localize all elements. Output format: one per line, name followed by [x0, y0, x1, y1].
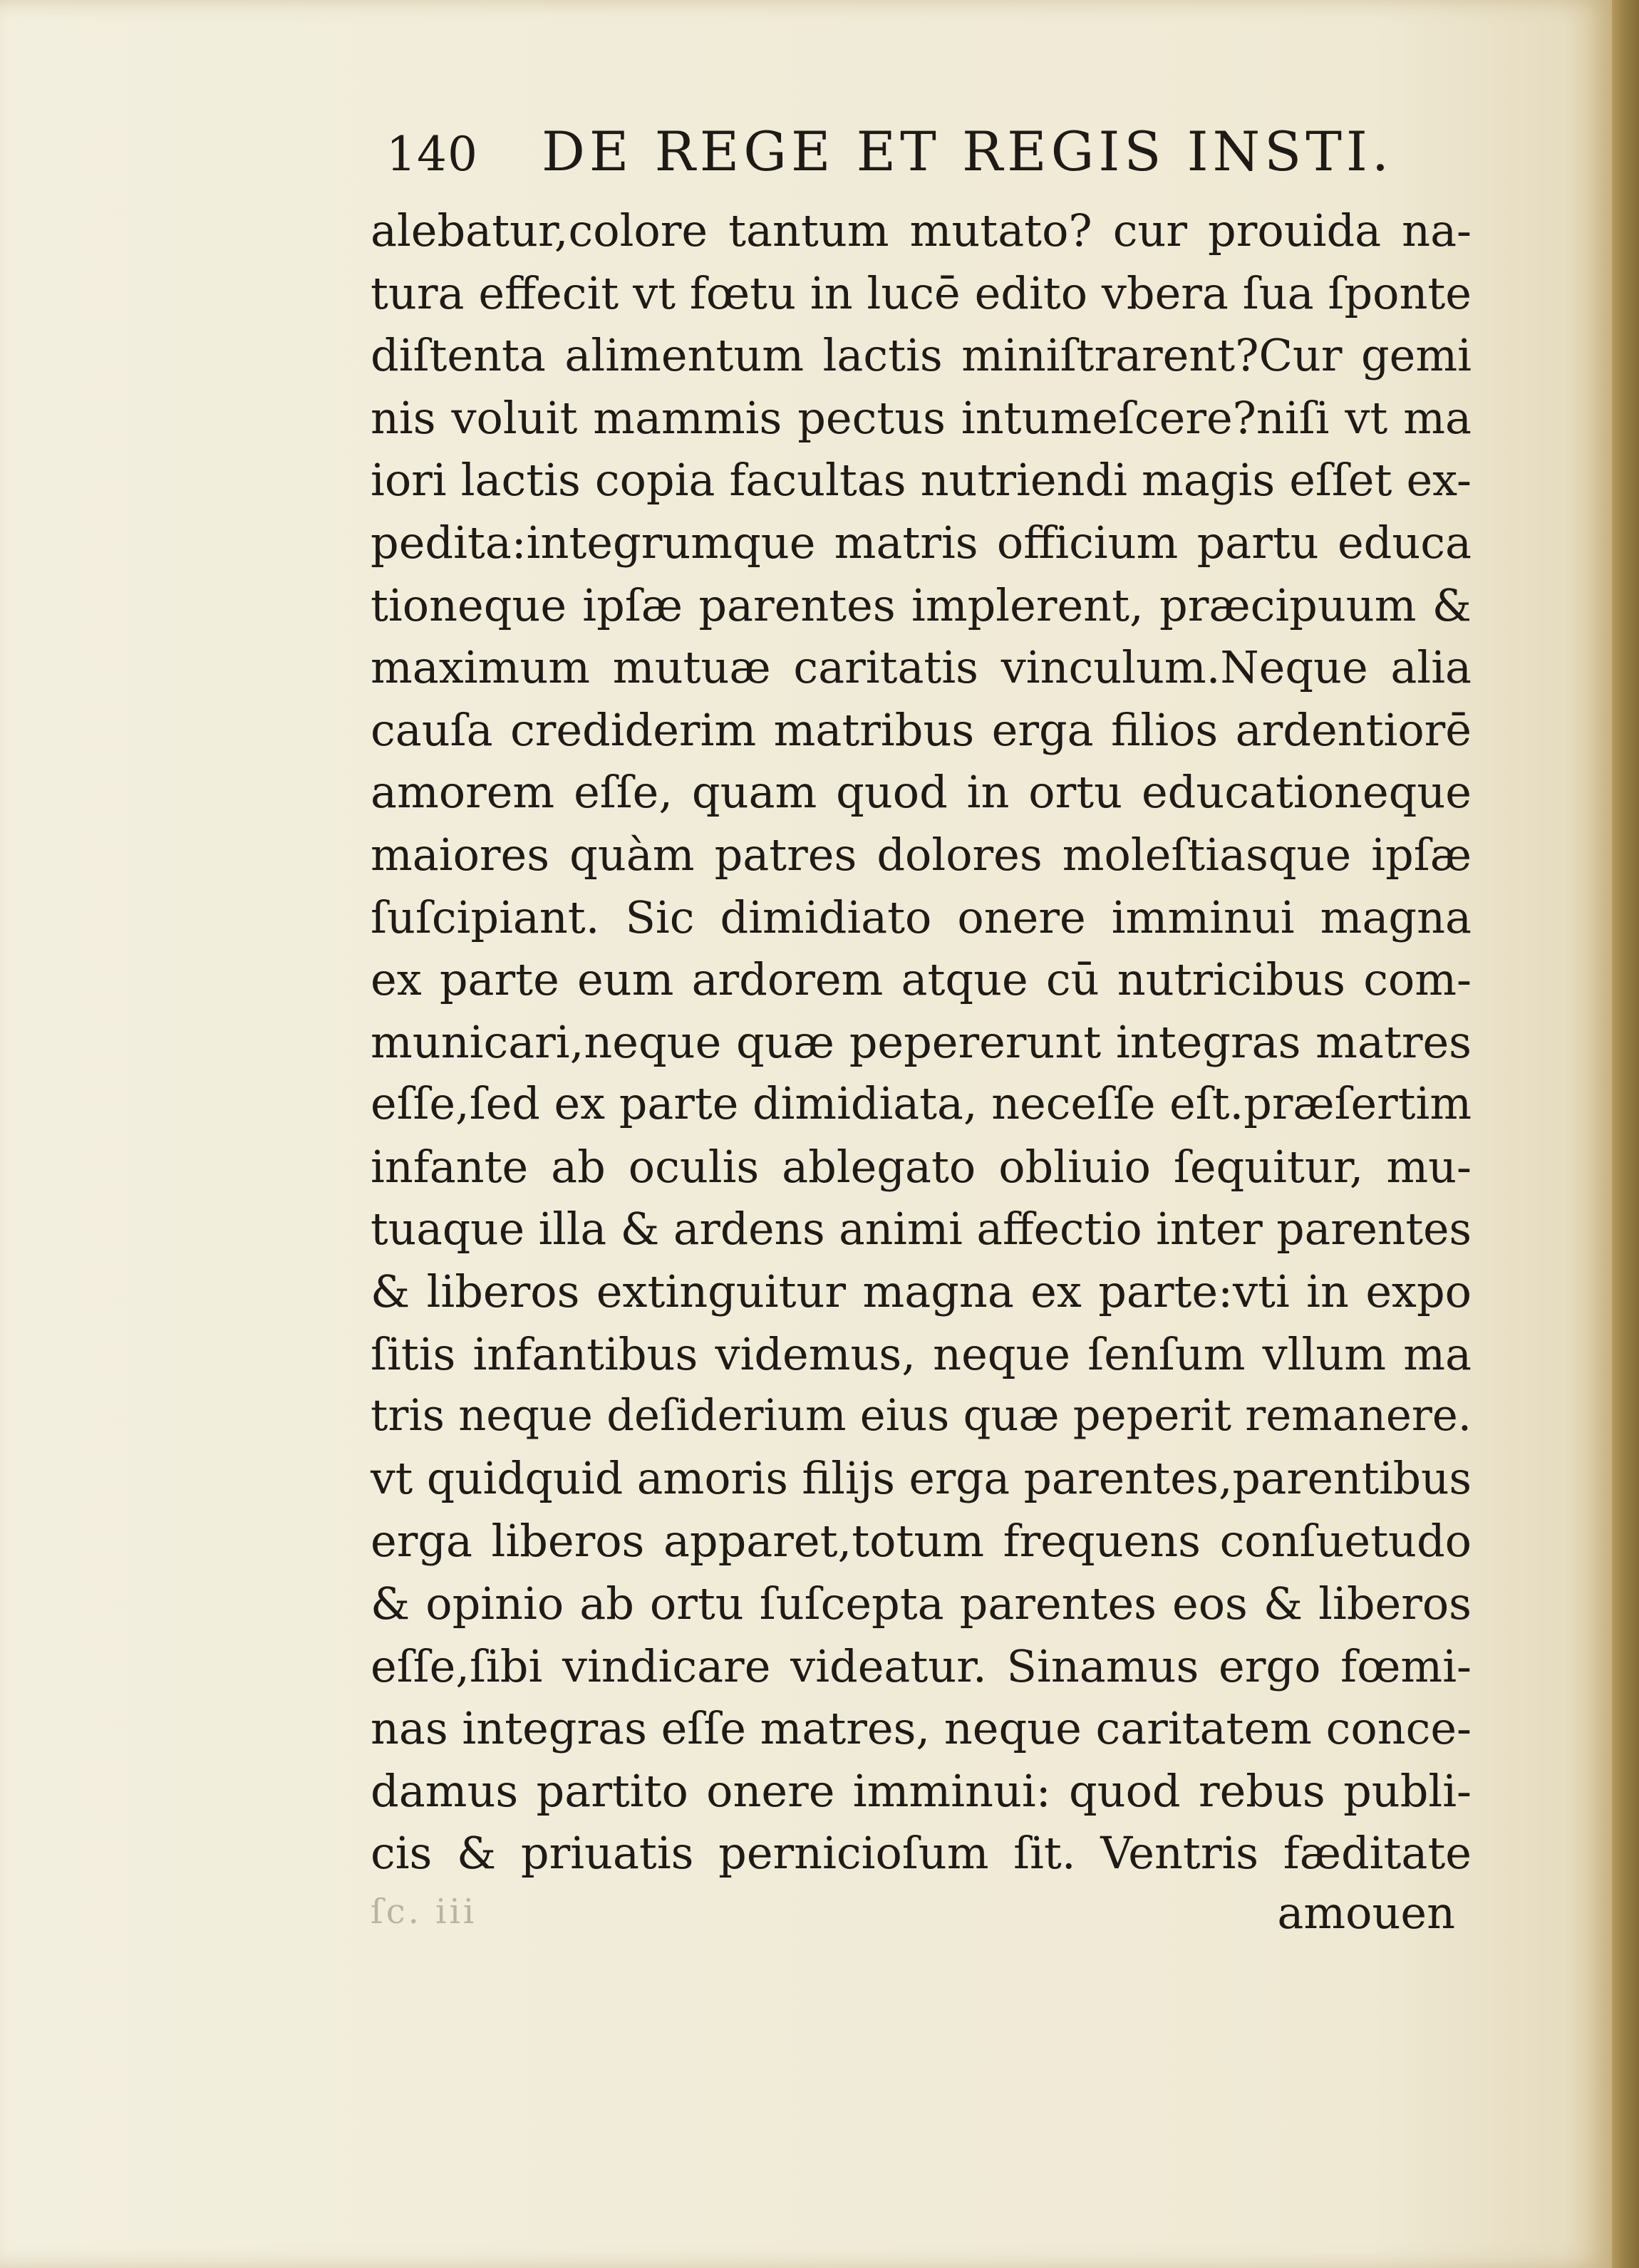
text-line: ex parte eum ardorem atque cū nutricibus com- — [371, 953, 1472, 1006]
text-line: amorem eſſe, quam quod in ortu educationeque — [371, 766, 1472, 819]
text-line: tris neque deſiderium eius quæ peperit remanere. — [371, 1391, 1472, 1441]
text-line: pedita:integrumque matris officium partu educa — [371, 516, 1472, 569]
text-line: damus partito onere imminui: quod rebus publi- — [371, 1764, 1472, 1817]
text-line: vt quidquid amoris filijs erga parentes,parentibus — [371, 1453, 1472, 1504]
text-line: diſtenta alimentum lactis miniſtrarent?Cur gemi — [371, 329, 1472, 382]
text-line: & opinio ab ortu ſuſcepta parentes eos & liberos — [371, 1578, 1472, 1630]
text-line: maiores quàm patres dolores moleſtiasque ipſæ — [371, 828, 1472, 881]
text-line: tura effecit vt fœtu in lucē edito vbera ſua ſponte — [371, 266, 1472, 319]
text-line: cauſa crediderim matribus erga filios ardentiorē — [371, 703, 1472, 756]
text-line: erga liberos apparet,totum frequens conſuetudo — [371, 1515, 1472, 1568]
running-head: DE REGE ET REGIS INSTI. — [542, 120, 1394, 183]
text-line: infante ab oculis ablegato obliuio ſequitur, mu- — [371, 1140, 1472, 1193]
text-line: maximum mutuæ caritatis vinculum.Neque alia — [371, 641, 1472, 694]
text-line: tuaque illa & ardens animi affectio inter parentes — [371, 1203, 1472, 1255]
text-line: ſitis infantibus videmus, neque ſenſum vllum ma — [371, 1327, 1472, 1380]
page-header — [378, 120, 1489, 184]
text-line: cis & priuatis pernicioſum ſit. Ventris fæditate — [371, 1827, 1472, 1880]
signature-mark: ſc. iii — [371, 1892, 477, 1932]
text-line: ſuſcipiant. Sic dimidiato onere imminui magna — [371, 891, 1472, 943]
text-line: alebatur,colore tantum mutato? cur prouida na- — [371, 204, 1472, 257]
text-line: iori lactis copia facultas nutriendi magis eſſet ex- — [371, 454, 1472, 507]
text-line: municari,neque quæ pepererunt integras matres — [371, 1015, 1472, 1068]
catchword: amouen — [1277, 1887, 1455, 1939]
text-line: eſſe,ſibi vindicare videatur. Sinamus ergo fœmi- — [371, 1640, 1472, 1692]
text-line: nis voluit mammis pectus intumeſcere?niſi vt ma — [371, 391, 1472, 444]
text-line: & liberos extinguitur magna ex parte:vti in expo — [371, 1265, 1472, 1318]
text-line: nas integras eſſe matres, neque caritatem conce- — [371, 1702, 1472, 1755]
book-spine-edge — [1612, 0, 1639, 2268]
text-line: tioneque ipſæ parentes implerent, præcipuum & — [371, 579, 1472, 631]
page-number: 140 — [386, 127, 478, 182]
text-line: eſſe,ſed ex parte dimidiata, neceſſe eſt.præſertim — [371, 1078, 1472, 1130]
body-text — [371, 200, 1472, 1885]
